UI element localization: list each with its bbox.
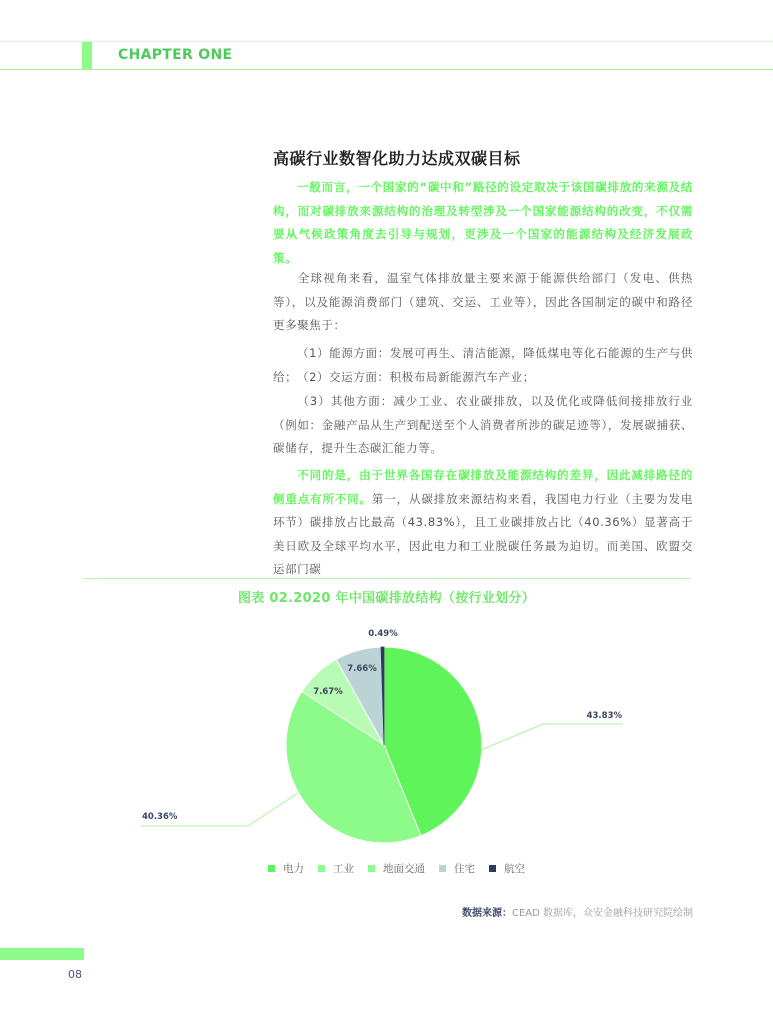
section-divider xyxy=(83,578,690,579)
header-top-rule xyxy=(0,41,773,42)
paragraph-text: 全球视角来看，温室气体排放量主要来源于能源供给部门（发电、供热等），以及能源消费部门（建筑、交运、工业等），因此各国制定的碳中和路径更多聚焦于： xyxy=(273,271,693,332)
paragraph-global-view xyxy=(273,267,693,338)
legend-item-industry xyxy=(318,861,354,876)
pie-chart xyxy=(0,600,773,860)
paragraph-transport xyxy=(273,366,693,390)
paragraph-text: （1）能源方面：发展可再生、清洁能源，降低煤电等化石能源的生产与供给； xyxy=(273,346,693,384)
label-residential: 7.66% xyxy=(347,664,377,674)
source-label: 数据来源： xyxy=(462,908,512,919)
legend-item-aviation xyxy=(489,861,525,876)
article-title: 高碳行业数智化助力达成双碳目标 xyxy=(273,149,521,168)
paragraph-text: （3）其他方面：减少工业、农业碳排放，以及优化或降低间接排放行业（例如：金融产品从生产到配送至个人消费者所涉的碳足迹等），发展碳捕获、碳储存，提升生态碳汇能力等。 xyxy=(273,394,693,455)
footer-accent-bar xyxy=(0,948,84,960)
legend-label: 电力 xyxy=(283,863,304,875)
paragraph-other xyxy=(273,390,693,461)
legend-label: 地面交通 xyxy=(383,863,425,875)
paragraph-highlight: 不同的是，由于世界各国存在碳排放及能源结构的差异，因此减排路径的侧重点有所不同。 xyxy=(273,468,693,506)
legend-label: 航空 xyxy=(504,863,525,875)
chart-title: 图表 02.2020 年中国碳排放结构（按行业划分） xyxy=(237,591,536,606)
legend-item-residential xyxy=(439,861,475,876)
legend-swatch xyxy=(268,865,275,872)
paragraph-text: 第一，从碳排放来源结构来看，我国电力行业（主要为发电环节）碳排放占比最高（43.83%），且工业碳排放占比（40.36%）显著高于美日欧及全球平均水平，因此电力和工业脱碳任务最为迫切。而美国、欧盟交运部门碳 xyxy=(273,491,693,576)
legend-swatch xyxy=(318,865,325,872)
leader-line-power xyxy=(481,724,623,750)
label-industry: 40.36% xyxy=(142,812,178,822)
legend-label: 工业 xyxy=(333,863,354,875)
paragraph-differences xyxy=(273,464,693,582)
paragraph-highlight: 一般而言，一个国家的“碳中和”路径的设定取决于该国碳排放的来源及结构，而对碳排放来源结构的治理及转型涉及一个国家能源结构的改变，不仅需要从气候政策角度去引导与规划，更涉及一个国家的能源结构及经济发展政策。 xyxy=(273,180,693,265)
header-accent-bar xyxy=(82,42,92,69)
legend-item-power xyxy=(268,861,304,876)
chart-legend xyxy=(268,861,539,876)
legend-swatch xyxy=(368,865,375,872)
data-source-note xyxy=(462,904,693,919)
page-number: 08 xyxy=(68,968,82,981)
label-aviation: 0.49% xyxy=(368,629,398,639)
source-text: CEAD 数据库，众安金融科技研究院绘制 xyxy=(512,908,694,919)
legend-label: 住宅 xyxy=(454,863,475,875)
paragraph-intro xyxy=(273,176,693,270)
chapter-label: CHAPTER ONE xyxy=(118,47,233,63)
legend-item-ground-transport xyxy=(368,861,425,876)
legend-swatch xyxy=(439,865,446,872)
label-ground-transport: 7.67% xyxy=(313,687,343,697)
header-bottom-rule xyxy=(0,69,773,70)
legend-swatch xyxy=(489,865,496,872)
paragraph-text: （2）交运方面：积极布局新能源汽车产业； xyxy=(297,370,535,384)
label-power: 43.83% xyxy=(586,711,622,721)
